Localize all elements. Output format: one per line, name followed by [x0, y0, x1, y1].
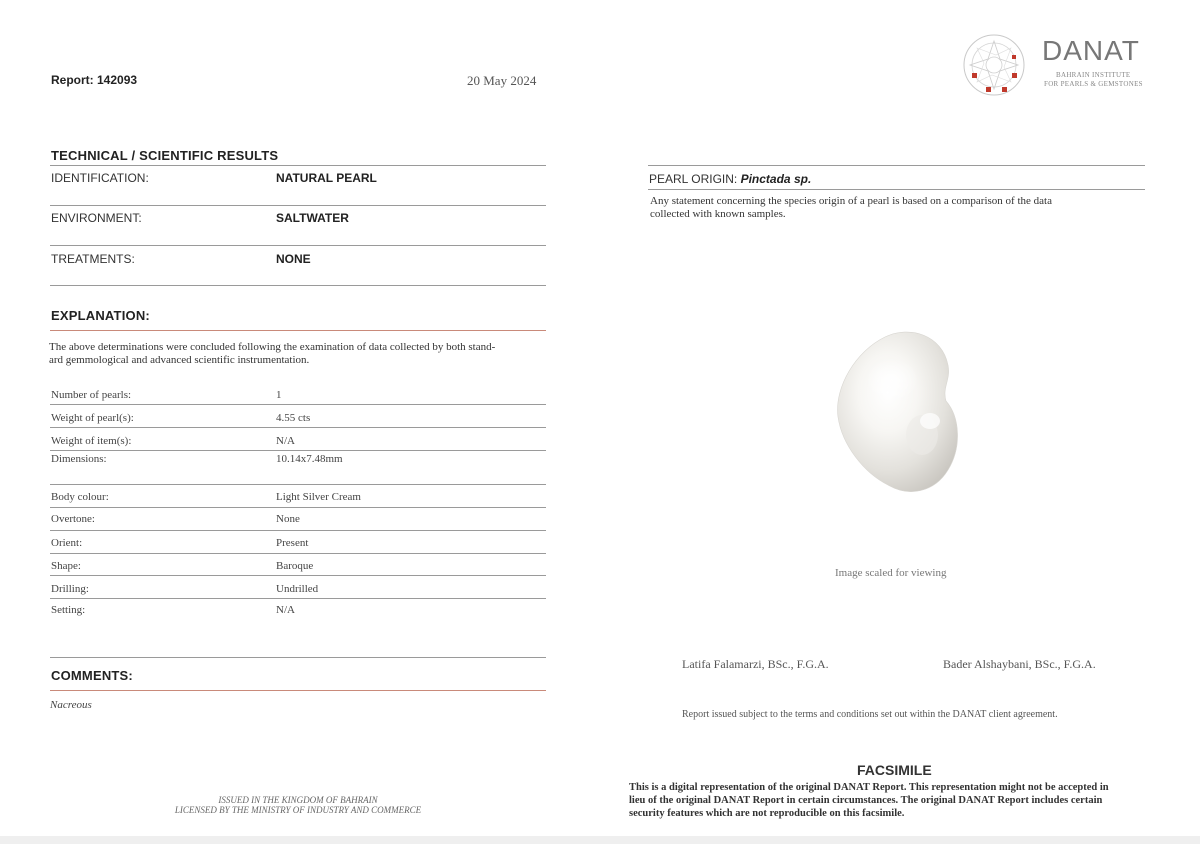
logo-wordmark: DANAT: [1042, 35, 1140, 66]
divider: [50, 598, 546, 599]
issued-line-1: ISSUED IN THE KINGDOM OF BAHRAIN: [218, 795, 378, 805]
divider: [50, 450, 546, 451]
accent-divider: [50, 690, 546, 691]
facsimile-text-2: lieu of the original DANAT Report in certain circumstances. The original DANAT Report includes certain: [629, 795, 1103, 806]
property-value: 4.55 cts: [276, 412, 311, 424]
facsimile-text-3: security features which are not reproducible on this facsimile.: [629, 808, 905, 819]
property-value: Undrilled: [276, 583, 319, 595]
property-value: Baroque: [276, 560, 314, 572]
property-label: Body colour:: [51, 491, 109, 503]
divider: [50, 575, 546, 576]
facsimile-text-1: This is a digital representation of the original DANAT Report. This representation might not be accepted in: [629, 782, 1109, 793]
pearl-origin-label: PEARL ORIGIN:: [649, 172, 738, 186]
terms-note: Report issued subject to the terms and conditions set out within the DANAT client agreement.: [682, 709, 1058, 720]
explanation-text-2: ard gemmological and advanced scientific instrumentation.: [49, 354, 310, 366]
property-value: Present: [276, 537, 309, 549]
divider: [50, 404, 546, 405]
divider: [50, 553, 546, 554]
logo-subtitle-2: FOR PEARLS & GEMSTONES: [1044, 80, 1143, 88]
property-label: Number of pearls:: [51, 389, 132, 401]
property-label: Drilling:: [51, 583, 89, 595]
treatments-value: NONE: [276, 252, 311, 266]
report-number: Report: 142093: [51, 73, 138, 87]
property-label: Shape:: [51, 560, 81, 572]
divider: [50, 245, 546, 246]
identification-label: IDENTIFICATION:: [51, 171, 149, 185]
divider: [50, 205, 546, 206]
danat-logo: [962, 33, 1152, 103]
property-label: Orient:: [51, 537, 83, 549]
property-value: Light Silver Cream: [276, 491, 361, 503]
accent-divider: [50, 330, 546, 331]
divider: [50, 657, 546, 658]
divider: [648, 189, 1145, 190]
facsimile-title: FACSIMILE: [857, 762, 932, 778]
environment-label: ENVIRONMENT:: [51, 211, 142, 225]
property-label: Setting:: [51, 604, 86, 616]
property-label: Weight of item(s):: [51, 435, 132, 447]
divider: [50, 165, 546, 166]
divider: [648, 165, 1145, 166]
footer-band: [0, 836, 1200, 844]
origin-note-2: collected with known samples.: [650, 208, 786, 220]
signatory-right: Bader Alshaybani, BSc., F.G.A.: [943, 657, 1096, 671]
property-label: Dimensions:: [51, 453, 107, 465]
explanation-text-1: The above determinations were concluded following the examination of data collected by both stand-: [49, 341, 496, 353]
divider: [50, 285, 546, 286]
divider: [50, 530, 546, 531]
pearl-origin-value: Pinctada sp.: [740, 172, 812, 186]
property-value: 10.14x7.48mm: [276, 453, 343, 465]
pearl-image: [830, 325, 970, 500]
environment-value: SALTWATER: [276, 211, 349, 225]
technical-results-title: TECHNICAL / SCIENTIFIC RESULTS: [51, 148, 279, 163]
divider: [50, 427, 546, 428]
pearl-icon: [830, 325, 970, 500]
report-date: 20 May 2024: [467, 73, 537, 88]
identification-value: NATURAL PEARL: [276, 171, 377, 185]
property-value: N/A: [276, 604, 295, 616]
divider: [50, 507, 546, 508]
pearl-origin: [649, 172, 811, 186]
image-caption: Image scaled for viewing: [835, 567, 947, 579]
comments-text: Nacreous: [50, 699, 92, 711]
property-value: 1: [276, 389, 282, 401]
signatory-left: Latifa Falamarzi, BSc., F.G.A.: [682, 657, 829, 671]
divider: [50, 484, 546, 485]
danat-emblem-icon: [962, 33, 1026, 97]
property-value: N/A: [276, 435, 295, 447]
explanation-title: EXPLANATION:: [51, 308, 150, 323]
treatments-label: TREATMENTS:: [51, 252, 135, 266]
property-value: None: [276, 513, 300, 525]
property-label: Overtone:: [51, 513, 95, 525]
comments-title: COMMENTS:: [51, 668, 133, 683]
property-label: Weight of pearl(s):: [51, 412, 134, 424]
origin-note-1: Any statement concerning the species origin of a pearl is based on a comparison of the data: [650, 195, 1052, 207]
logo-subtitle-1: BAHRAIN INSTITUTE: [1056, 71, 1131, 79]
issued-line-2: LICENSED BY THE MINISTRY OF INDUSTRY AND COMMERCE: [174, 805, 422, 815]
